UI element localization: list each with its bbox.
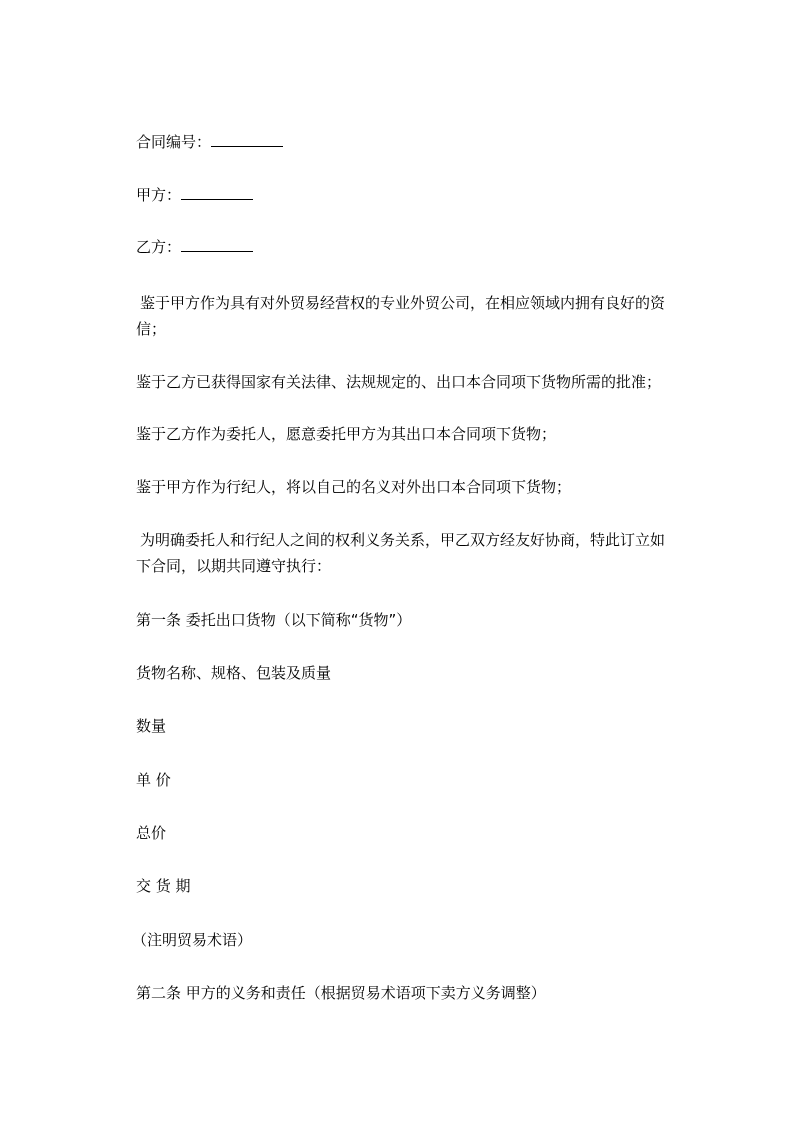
field-unit-price: 单 价 bbox=[136, 771, 171, 789]
field-trade-term-note: （注明贸易术语） bbox=[132, 931, 253, 949]
article-1-title: 第一条 委托出口货物（以下简称“货物”） bbox=[136, 611, 412, 629]
purpose-line-1: 为明确委托人和行纪人之间的权利义务关系，甲乙双方经友好协商，特此订立如 bbox=[140, 531, 666, 549]
purpose-line-2: 下合同，以期共同遵守执行： bbox=[136, 557, 332, 575]
recital-2: 鉴于乙方已获得国家有关法律、法规规定的、出口本合同项下货物所需的批准； bbox=[136, 373, 662, 391]
contract-number-blank[interactable] bbox=[211, 130, 283, 147]
field-goods-name: 货物名称、规格、包装及质量 bbox=[136, 664, 332, 682]
recital-3: 鉴于乙方作为委托人，愿意委托甲方为其出口本合同项下货物； bbox=[136, 425, 557, 443]
contract-number-line bbox=[136, 129, 283, 155]
contract-number-label: 合同编号： bbox=[136, 133, 212, 151]
field-delivery-date: 交 货 期 bbox=[136, 877, 191, 895]
party-b-label: 乙方： bbox=[136, 238, 182, 256]
party-b-blank[interactable] bbox=[181, 235, 253, 252]
article-2-title: 第二条 甲方的义务和责任（根据贸易术语项下卖方义务调整） bbox=[136, 984, 546, 1002]
party-a-blank[interactable] bbox=[181, 183, 253, 200]
party-b-line bbox=[136, 234, 253, 260]
party-a-label: 甲方： bbox=[136, 186, 182, 204]
field-total-price: 总价 bbox=[136, 824, 167, 842]
recital-4: 鉴于甲方作为行纪人，将以自己的名义对外出口本合同项下货物； bbox=[136, 478, 572, 496]
recital-1-line-1: 鉴于甲方作为具有对外贸易经营权的专业外贸公司，在相应领域内拥有良好的资 bbox=[140, 294, 666, 312]
recital-1-line-2: 信； bbox=[136, 320, 167, 338]
party-a-line bbox=[136, 182, 253, 208]
field-quantity: 数量 bbox=[136, 717, 167, 735]
